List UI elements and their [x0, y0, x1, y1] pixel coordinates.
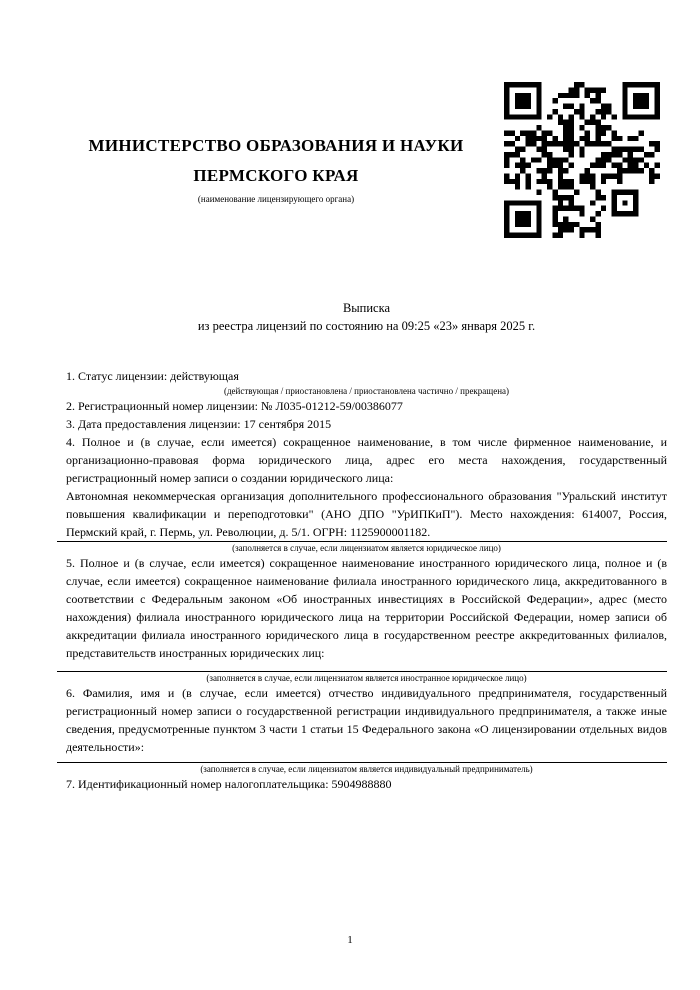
taxpayer-number: 7. Идентификационный номер налогоплательщика: 5904988880: [66, 777, 392, 791]
document-body: [66, 367, 667, 793]
document-title: [66, 299, 667, 335]
license-grant-date: 3. Дата предоставления лицензии: 17 сентября 2015: [66, 417, 332, 431]
legal-entity-label: 4. Полное и (в случае, если имеется) сокращенное наименование, в том числе фирменное наименование, и организационно-правовая форма юридического лица, адрес его места нахождения, государственный регистрационный номер записи о создании юридического лица:: [66, 435, 667, 485]
licensing-authority-header: [66, 131, 486, 205]
authority-name-line2: ПЕРМСКОГО КРАЯ: [193, 166, 359, 185]
authority-name-line1: МИНИСТЕРСТВО ОБРАЗОВАНИЯ И НАУКИ: [88, 136, 464, 155]
document-title-line1: Выписка: [342, 301, 391, 315]
foreign-entity-caption: (заполняется в случае, если лицензиатом является иностранное юридическое лицо): [206, 673, 527, 683]
legal-entity-value: Автономная некоммерческая организация дополнительного профессионального образования "Уральский институт повышения квалификации и переподготовки" (АНО ДПО "УрИПКиП"). Место нахождения: 614007, Россия, Пермский край, г. Пермь, ул. Революции, д. 5/1. ОГРН: 1125900001182.: [66, 489, 667, 539]
license-status-caption: (действующая / приостановлена / приостановлена частично / прекращена): [223, 386, 510, 396]
license-status: 1. Статус лицензии: действующая: [66, 369, 239, 383]
entrepreneur-label: 6. Фамилия, имя и (в случае, если имеется) отчество индивидуального предпринимателя, государственный регистрационный номер записи о государственной регистрации индивидуального предпринимателя, а также иные сведения, предусмотренные пунктом 3 части 1 статьи 15 Федерального закона «О лицензировании отдельных видов деятельности»:: [66, 686, 667, 754]
qr-code-icon: [504, 82, 660, 238]
authority-caption: (наименование лицензирующего органа): [197, 194, 355, 204]
license-registration-number: 2. Регистрационный номер лицензии: № Л035-01212-59/00386077: [66, 399, 403, 413]
legal-entity-caption: (заполняется в случае, если лицензиатом является юридическое лицо): [232, 543, 501, 553]
page-number: 1: [347, 934, 353, 946]
document-title-line2: из реестра лицензий по состоянию на 09:25 «23» января 2025 г.: [197, 319, 536, 333]
entrepreneur-caption: (заполняется в случае, если лицензиатом является индивидуальный предприниматель): [200, 764, 533, 774]
foreign-entity-label: 5. Полное и (в случае, если имеется) сокращенное наименование иностранного юридического лица, полное и (в случае, если имеется) сокращенное наименование филиала иностранного юридического лица, аккредитованного в соответствии с Федеральным законом «Об иностранных инвестициях в Российской Федерации», адрес (место нахождения) филиала иностранного юридического лица на территории Российской Федерации, номер записи об аккредитации филиала иностранного юридического лица в государственном реестре аккредитованных филиалов, представительств иностранных юридических лиц:: [66, 556, 667, 660]
